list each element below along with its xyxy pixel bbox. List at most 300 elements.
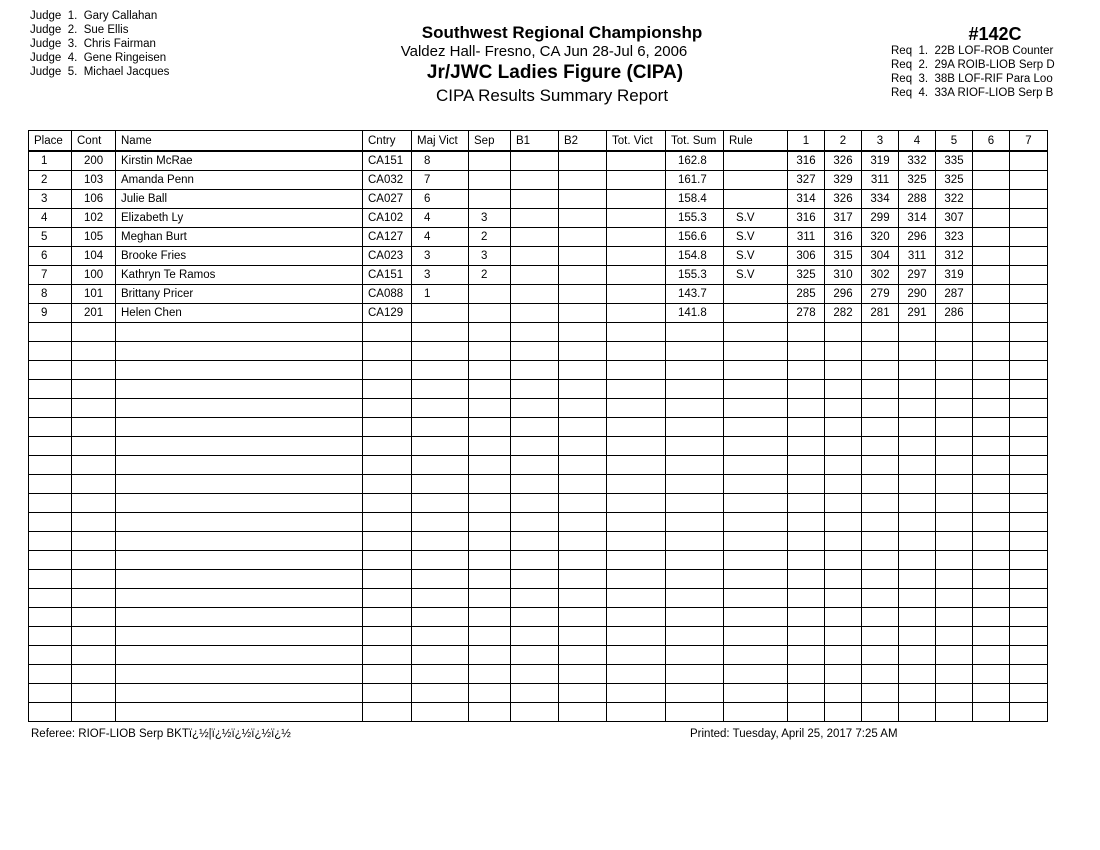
cell-cntry	[363, 684, 412, 703]
cell-j2	[825, 418, 862, 437]
cell-b1	[511, 703, 559, 722]
cell-j4	[899, 513, 936, 532]
cell-sep	[469, 190, 511, 209]
cell-j4	[899, 665, 936, 684]
cell-j5: 322	[936, 190, 973, 209]
cell-maj-vict: 4	[412, 228, 469, 247]
cell-j1	[788, 323, 825, 342]
cell-j6	[973, 570, 1010, 589]
table-row	[29, 437, 1048, 456]
cell-j6	[973, 646, 1010, 665]
cell-place	[29, 646, 72, 665]
cell-rule	[724, 646, 788, 665]
cell-place: 9	[29, 304, 72, 323]
column-header: Cont	[72, 131, 116, 152]
cell-j7	[1010, 323, 1048, 342]
cell-j6	[973, 361, 1010, 380]
column-header: 4	[899, 131, 936, 152]
cell-maj-vict	[412, 703, 469, 722]
cell-j3	[862, 342, 899, 361]
cell-j7	[1010, 304, 1048, 323]
cell-cntry: CA151	[363, 266, 412, 285]
cell-j5: 287	[936, 285, 973, 304]
report-title: CIPA Results Summary Report	[435, 86, 669, 105]
cell-tot-vict	[607, 703, 666, 722]
cell-j4: 325	[899, 171, 936, 190]
cell-sep	[469, 589, 511, 608]
cell-maj-vict	[412, 532, 469, 551]
cell-name	[116, 570, 363, 589]
cell-b1	[511, 608, 559, 627]
cell-b2	[559, 627, 607, 646]
cell-j7	[1010, 342, 1048, 361]
cell-tot-vict	[607, 646, 666, 665]
cell-b1	[511, 646, 559, 665]
cell-b1	[511, 456, 559, 475]
cell-j7	[1010, 285, 1048, 304]
table-row	[29, 627, 1048, 646]
cell-cont	[72, 703, 116, 722]
cell-j5: 323	[936, 228, 973, 247]
cell-j1	[788, 361, 825, 380]
cell-rule	[724, 456, 788, 475]
cell-tot-sum	[666, 456, 724, 475]
cell-name: Kathryn Te Ramos	[116, 266, 363, 285]
cell-name	[116, 665, 363, 684]
cell-tot-sum: 156.6	[666, 228, 724, 247]
column-header: Rule	[724, 131, 788, 152]
cell-j4	[899, 684, 936, 703]
cell-b2	[559, 703, 607, 722]
cell-sep	[469, 513, 511, 532]
cell-tot-vict	[607, 380, 666, 399]
column-header: Maj Vict	[412, 131, 469, 152]
cell-j4: 288	[899, 190, 936, 209]
cell-maj-vict	[412, 418, 469, 437]
cell-j6	[973, 627, 1010, 646]
cell-tot-vict	[607, 608, 666, 627]
cell-place	[29, 475, 72, 494]
judge-line: Judge 2. Sue Ellis	[30, 24, 129, 36]
cell-j2	[825, 589, 862, 608]
cell-name: Helen Chen	[116, 304, 363, 323]
table-body	[29, 151, 1048, 722]
cell-rule	[724, 190, 788, 209]
cell-j5	[936, 703, 973, 722]
cell-j1	[788, 513, 825, 532]
cell-rule	[724, 608, 788, 627]
cell-rule: S.V	[724, 209, 788, 228]
table-row	[29, 266, 1048, 285]
column-header: Tot. Sum	[666, 131, 724, 152]
cell-sep	[469, 380, 511, 399]
cell-j5	[936, 437, 973, 456]
cell-b1	[511, 285, 559, 304]
table-row	[29, 570, 1048, 589]
cell-j1: 306	[788, 247, 825, 266]
cell-j1	[788, 570, 825, 589]
cell-j7	[1010, 532, 1048, 551]
cell-sep	[469, 703, 511, 722]
cell-j3	[862, 684, 899, 703]
cell-b2	[559, 589, 607, 608]
cell-j5: 319	[936, 266, 973, 285]
cell-maj-vict: 1	[412, 285, 469, 304]
cell-j5	[936, 456, 973, 475]
cell-j1	[788, 608, 825, 627]
cell-j3	[862, 380, 899, 399]
cell-j6	[973, 266, 1010, 285]
column-header: B1	[511, 131, 559, 152]
cell-j2	[825, 703, 862, 722]
cell-j3	[862, 456, 899, 475]
cell-rule	[724, 627, 788, 646]
cell-place	[29, 494, 72, 513]
cell-place	[29, 399, 72, 418]
cell-name: Amanda Penn	[116, 171, 363, 190]
cell-sep	[469, 532, 511, 551]
cell-maj-vict	[412, 570, 469, 589]
cell-tot-sum	[666, 399, 724, 418]
cell-tot-sum	[666, 532, 724, 551]
cell-cont	[72, 342, 116, 361]
cell-place	[29, 456, 72, 475]
cell-b2	[559, 684, 607, 703]
cell-b2	[559, 151, 607, 171]
table-row	[29, 456, 1048, 475]
cell-tot-vict	[607, 171, 666, 190]
cell-rule	[724, 684, 788, 703]
cell-j5	[936, 494, 973, 513]
cell-cont: 106	[72, 190, 116, 209]
cell-cont	[72, 456, 116, 475]
cell-j5: 307	[936, 209, 973, 228]
cell-b2	[559, 532, 607, 551]
cell-tot-vict	[607, 228, 666, 247]
cell-tot-vict	[607, 342, 666, 361]
cell-cont	[72, 608, 116, 627]
cell-j3: 304	[862, 247, 899, 266]
cell-place	[29, 361, 72, 380]
cell-place	[29, 323, 72, 342]
cell-name	[116, 627, 363, 646]
cell-b1	[511, 228, 559, 247]
cell-cntry	[363, 323, 412, 342]
cell-maj-vict	[412, 627, 469, 646]
cell-b2	[559, 380, 607, 399]
table-row	[29, 532, 1048, 551]
cell-tot-vict	[607, 627, 666, 646]
cell-j6	[973, 285, 1010, 304]
cell-j3	[862, 608, 899, 627]
cell-j5	[936, 627, 973, 646]
table-row	[29, 513, 1048, 532]
table-row	[29, 494, 1048, 513]
cell-j4: 332	[899, 151, 936, 171]
cell-b1	[511, 323, 559, 342]
cell-j6	[973, 532, 1010, 551]
cell-j7	[1010, 399, 1048, 418]
cell-b2	[559, 171, 607, 190]
cell-place	[29, 627, 72, 646]
cell-name	[116, 551, 363, 570]
cell-j2	[825, 627, 862, 646]
cell-cntry	[363, 627, 412, 646]
cell-sep	[469, 665, 511, 684]
cell-j2	[825, 646, 862, 665]
cell-b2	[559, 228, 607, 247]
cell-cntry	[363, 494, 412, 513]
cell-j2	[825, 570, 862, 589]
cell-rule	[724, 475, 788, 494]
cell-j7	[1010, 589, 1048, 608]
cell-name	[116, 475, 363, 494]
cell-tot-sum	[666, 380, 724, 399]
cell-j5	[936, 551, 973, 570]
cell-tot-vict	[607, 418, 666, 437]
cell-name: Kirstin McRae	[116, 151, 363, 171]
cell-cntry: CA032	[363, 171, 412, 190]
cell-j3	[862, 703, 899, 722]
requirement-line: Req 2. 29A ROIB-LIOB Serp D	[891, 59, 1055, 71]
cell-j7	[1010, 151, 1048, 171]
cell-j7	[1010, 418, 1048, 437]
cell-j2: 315	[825, 247, 862, 266]
cell-j4	[899, 608, 936, 627]
cell-j2	[825, 551, 862, 570]
cell-tot-vict	[607, 494, 666, 513]
table-row	[29, 608, 1048, 627]
cell-j5: 286	[936, 304, 973, 323]
cell-j6	[973, 456, 1010, 475]
cell-j3: 302	[862, 266, 899, 285]
cell-j1	[788, 532, 825, 551]
cell-maj-vict	[412, 361, 469, 380]
column-header: Tot. Vict	[607, 131, 666, 152]
cell-j1	[788, 456, 825, 475]
cell-name	[116, 513, 363, 532]
cell-name	[116, 380, 363, 399]
cell-j6	[973, 342, 1010, 361]
cell-j1	[788, 342, 825, 361]
cell-cntry	[363, 399, 412, 418]
cell-j4: 314	[899, 209, 936, 228]
cell-cont	[72, 323, 116, 342]
cell-j1: 325	[788, 266, 825, 285]
cell-cont	[72, 361, 116, 380]
cell-j2	[825, 608, 862, 627]
cell-name	[116, 361, 363, 380]
cell-j5	[936, 342, 973, 361]
cell-j5: 312	[936, 247, 973, 266]
cell-j5	[936, 646, 973, 665]
cell-place	[29, 532, 72, 551]
cell-name	[116, 608, 363, 627]
cell-cont	[72, 551, 116, 570]
cell-j1	[788, 551, 825, 570]
table-row	[29, 323, 1048, 342]
cell-cont	[72, 437, 116, 456]
table-row	[29, 361, 1048, 380]
cell-rule	[724, 418, 788, 437]
cell-sep	[469, 570, 511, 589]
cell-sep: 3	[469, 209, 511, 228]
cell-j3	[862, 399, 899, 418]
cell-cont	[72, 513, 116, 532]
cell-name	[116, 532, 363, 551]
cell-j1	[788, 665, 825, 684]
cell-maj-vict	[412, 646, 469, 665]
cell-tot-vict	[607, 399, 666, 418]
cell-tot-sum	[666, 342, 724, 361]
cell-cntry	[363, 342, 412, 361]
cell-j7	[1010, 209, 1048, 228]
cell-name	[116, 684, 363, 703]
cell-rule: S.V	[724, 228, 788, 247]
cell-place	[29, 665, 72, 684]
cell-j3: 279	[862, 285, 899, 304]
cell-b2	[559, 608, 607, 627]
cell-j1	[788, 703, 825, 722]
cell-j3	[862, 513, 899, 532]
cell-b1	[511, 570, 559, 589]
cell-cntry	[363, 456, 412, 475]
cell-name: Brittany Pricer	[116, 285, 363, 304]
column-header: 6	[973, 131, 1010, 152]
cell-j2: 317	[825, 209, 862, 228]
cell-j6	[973, 608, 1010, 627]
cell-j4	[899, 323, 936, 342]
cell-tot-sum	[666, 513, 724, 532]
cell-maj-vict	[412, 342, 469, 361]
cell-cntry: CA127	[363, 228, 412, 247]
cell-j7	[1010, 665, 1048, 684]
cell-sep: 3	[469, 247, 511, 266]
cell-tot-vict	[607, 190, 666, 209]
column-header: 1	[788, 131, 825, 152]
cell-place	[29, 513, 72, 532]
cell-j4: 291	[899, 304, 936, 323]
cell-place: 7	[29, 266, 72, 285]
cell-maj-vict: 3	[412, 266, 469, 285]
column-header: Name	[116, 131, 363, 152]
cell-j5	[936, 570, 973, 589]
cell-sep	[469, 171, 511, 190]
cell-j7	[1010, 551, 1048, 570]
column-header: Cntry	[363, 131, 412, 152]
cell-b1	[511, 437, 559, 456]
cell-sep	[469, 342, 511, 361]
cell-rule	[724, 151, 788, 171]
cell-maj-vict	[412, 513, 469, 532]
cell-b1	[511, 589, 559, 608]
cell-cntry	[363, 513, 412, 532]
cell-place: 5	[29, 228, 72, 247]
cell-b2	[559, 494, 607, 513]
table-row	[29, 399, 1048, 418]
cell-j7	[1010, 247, 1048, 266]
cell-sep	[469, 684, 511, 703]
cell-place	[29, 589, 72, 608]
cell-tot-sum	[666, 608, 724, 627]
cell-j5: 325	[936, 171, 973, 190]
cell-maj-vict: 6	[412, 190, 469, 209]
cell-j6	[973, 228, 1010, 247]
cell-tot-sum	[666, 437, 724, 456]
cell-j1: 278	[788, 304, 825, 323]
cell-rule	[724, 171, 788, 190]
table-row	[29, 418, 1048, 437]
cell-b1	[511, 209, 559, 228]
cell-j1: 285	[788, 285, 825, 304]
cell-j7	[1010, 380, 1048, 399]
table-row	[29, 285, 1048, 304]
cell-tot-sum	[666, 323, 724, 342]
cell-tot-vict	[607, 456, 666, 475]
cell-j6	[973, 684, 1010, 703]
cell-cont: 200	[72, 151, 116, 171]
cell-b2	[559, 304, 607, 323]
cell-j3	[862, 589, 899, 608]
cell-rule	[724, 437, 788, 456]
cell-j5	[936, 361, 973, 380]
cell-rule	[724, 703, 788, 722]
cell-j4	[899, 361, 936, 380]
cell-rule	[724, 342, 788, 361]
column-header: Place	[29, 131, 72, 152]
cell-b1	[511, 304, 559, 323]
cell-j6	[973, 418, 1010, 437]
cell-tot-sum: 155.3	[666, 209, 724, 228]
cell-j3	[862, 665, 899, 684]
cell-b1	[511, 380, 559, 399]
cell-sep	[469, 608, 511, 627]
cell-j7	[1010, 266, 1048, 285]
cell-place	[29, 418, 72, 437]
cell-maj-vict: 4	[412, 209, 469, 228]
cell-j2: 326	[825, 190, 862, 209]
cell-sep: 2	[469, 228, 511, 247]
table-row	[29, 247, 1048, 266]
cell-j5	[936, 475, 973, 494]
table-header-row	[29, 131, 1048, 152]
table-row	[29, 304, 1048, 323]
cell-j1: 316	[788, 151, 825, 171]
cell-name	[116, 646, 363, 665]
cell-cntry	[363, 703, 412, 722]
cell-b1	[511, 190, 559, 209]
cell-b2	[559, 266, 607, 285]
cell-j2: 316	[825, 228, 862, 247]
cell-cntry	[363, 418, 412, 437]
cell-maj-vict	[412, 551, 469, 570]
cell-place: 2	[29, 171, 72, 190]
cell-place: 3	[29, 190, 72, 209]
cell-cont: 105	[72, 228, 116, 247]
cell-tot-sum	[666, 665, 724, 684]
cell-j7	[1010, 684, 1048, 703]
cell-j4	[899, 570, 936, 589]
cell-cont	[72, 684, 116, 703]
cell-b1	[511, 684, 559, 703]
cell-j2	[825, 399, 862, 418]
cell-cont	[72, 589, 116, 608]
cell-b2	[559, 551, 607, 570]
cell-rule	[724, 399, 788, 418]
cell-tot-sum: 143.7	[666, 285, 724, 304]
cell-cntry: CA129	[363, 304, 412, 323]
cell-place	[29, 703, 72, 722]
